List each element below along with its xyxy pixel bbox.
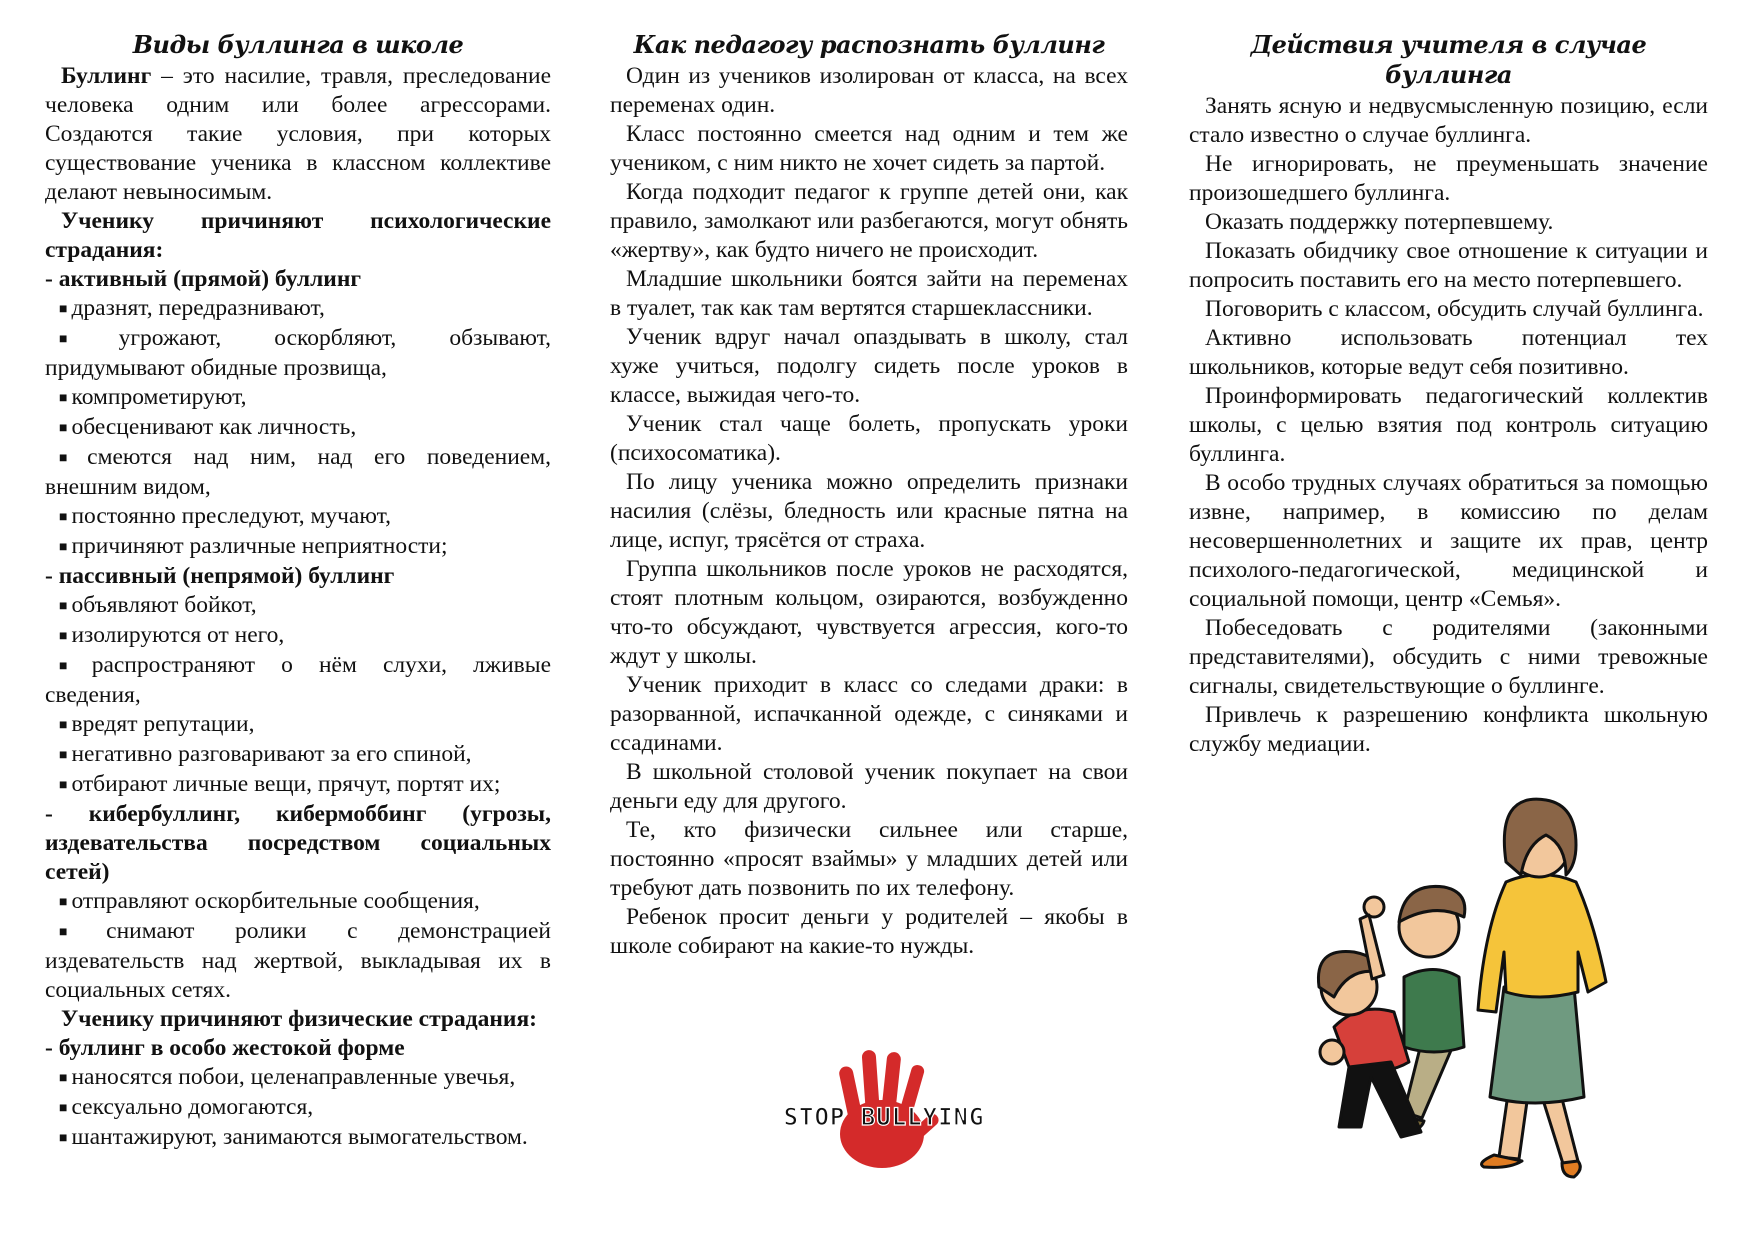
list-item-text: сексуально домогаются, [71, 1094, 314, 1120]
paragraph: В особо трудных случаях обратиться за помощью извне, например, в комиссию по делам несовершеннолетних и защите их прав, центр психолого-педагогической, медицинской и социальной помощи, центр «Семья». [1189, 470, 1708, 612]
list-item-text: распространяют о нём слухи, лживые сведения, [45, 652, 551, 708]
list-item-text: объявляют бойкот, [71, 592, 257, 618]
paragraph: Группа школьников после уроков не расходятся, стоят плотным кольцом, озираются, возбужденно что-то обсуждают, чувствуется агрессия, кого-то ждут у школы. [610, 556, 1128, 669]
column-title: Действия учителя в случае буллинга [1250, 30, 1647, 89]
paragraph: Ученик приходит в класс со следами драки: в разорванной, испачканной одежде, с синяками и ссадинами. [610, 672, 1128, 756]
bullet-icon: ■ [59, 510, 68, 525]
list-item-text: шантажируют, занимаются вымогательством. [71, 1124, 528, 1150]
boy-green-shirt [1399, 886, 1465, 1131]
bullet-icon: ■ [59, 659, 88, 674]
list-item-text: изолируются от него, [71, 622, 285, 648]
list-item-text: смеются над ним, над его поведением, внешним видом, [45, 444, 551, 500]
list-item [45, 770, 551, 800]
list-item-text: негативно разговаривают за его спиной, [71, 741, 472, 767]
active-list [45, 294, 551, 562]
cyber-list [45, 887, 551, 1005]
bullet-icon: ■ [59, 778, 68, 793]
teacher-figure [1478, 799, 1606, 1177]
list-item [45, 413, 551, 443]
list-item-text: снимают ролики с демонстрацией издевательств над жертвой, выкладывая их в социальных сетях. [45, 918, 551, 1003]
paragraph: Привлечь к разрешению конфликта школьную службу медиации. [1189, 702, 1708, 757]
list-item [45, 917, 551, 1005]
bullet-icon: ■ [59, 1071, 68, 1086]
list-item-text: вредят репутации, [71, 711, 255, 737]
paragraph: Один из учеников изолирован от класса, на всех переменах один. [610, 63, 1128, 118]
list-item [45, 502, 551, 532]
bullet-icon: ■ [59, 1101, 68, 1116]
cruel-list [45, 1063, 551, 1153]
paragraph: Ученик вдруг начал опаздывать в школу, стал хуже учиться, подолгу сидеть после уроков в классе, выжидая чего-то. [610, 324, 1128, 408]
list-item [45, 324, 551, 383]
paragraph-list [610, 62, 1128, 961]
list-item-text: угрожают, оскорбляют, обзывают, придумывают обидные прозвища, [45, 325, 551, 381]
bullet-icon: ■ [59, 540, 68, 555]
bullet-icon: ■ [59, 925, 103, 940]
stop-bullying-logo [760, 1046, 1008, 1170]
intro-text: – это насилие, травля, преследование человека одним или более агрессорами. Создаются такие условия, при которых существование ученика в классном коллективе делают невыносимым. [45, 63, 551, 205]
bullet-icon: ■ [59, 599, 68, 614]
paragraph: По лицу ученика можно определить признаки насилия (слёзы, бледность или красные пятна на лице, испуг, трясётся от страха. [610, 469, 1128, 553]
paragraph: Активно использовать потенциал тех школьников, которые ведут себя позитивно. [1189, 325, 1708, 380]
list-item [45, 887, 551, 917]
bullet-icon: ■ [59, 332, 115, 347]
list-item [45, 591, 551, 621]
list-item [45, 294, 551, 324]
bullet-icon: ■ [59, 629, 68, 644]
list-item [45, 710, 551, 740]
list-item [45, 621, 551, 651]
subheading-cruel: - буллинг в особо жестокой форме [45, 1035, 405, 1061]
paragraph: Занять ясную и недвусмысленную позицию, если стало известно о случае буллинга. [1189, 93, 1708, 148]
column-recognize [610, 30, 1128, 961]
paragraph: Показать обидчику свое отношение к ситуации и попросить поставить его на место потерпевшего. [1189, 238, 1708, 293]
bullet-icon: ■ [59, 451, 84, 466]
paragraph: Поговорить с классом, обсудить случай буллинга. [1205, 296, 1704, 322]
list-item-text: отправляют оскорбительные сообщения, [71, 888, 480, 914]
paragraph: Побеседовать с родителями (законными представителями), обсудить с ними тревожные сигналы, свидетельствующие о буллинге. [1189, 615, 1708, 699]
subheading-passive: - пассивный (непрямой) буллинг [45, 563, 395, 589]
list-item [45, 532, 551, 562]
paragraph: Проинформировать педагогический коллектив школы, с целью взятия под контроль ситуацию буллинга. [1189, 383, 1708, 467]
column-title: Виды буллинга в школе [132, 30, 464, 59]
paragraph: Младшие школьники боятся зайти на переменах в туалет, так как там вертятся старшеклассники. [610, 266, 1128, 321]
paragraph: Класс постоянно смеется над одним и тем же учеником, с ним никто не хочет сидеть за партой. [610, 121, 1128, 176]
section-heading: Ученику причиняют физические страдания: [61, 1006, 538, 1032]
list-item [45, 1093, 551, 1123]
paragraph: Ученик стал чаще болеть, пропускать уроки (психосоматика). [610, 411, 1128, 466]
list-item [45, 1063, 551, 1093]
intro-paragraph [45, 62, 551, 207]
bullet-icon: ■ [59, 895, 68, 910]
paragraph: В школьной столовой ученик покупает на свои деньги еду для другого. [610, 759, 1128, 814]
paragraph: Не игнорировать, не преуменьшать значение произошедшего буллинга. [1189, 151, 1708, 206]
list-item [45, 1123, 551, 1153]
list-item-text: наносятся побои, целенаправленные увечья, [71, 1064, 516, 1090]
list-item-text: обесценивают как личность, [71, 414, 357, 440]
paragraph-list [1189, 92, 1708, 759]
list-item [45, 651, 551, 710]
column-teacher-actions [1189, 30, 1708, 759]
paragraph: Когда подходит педагог к группе детей они, как правило, замолкают или разбегаются, могут обнять «жертву», как будто ничего не происходит. [610, 179, 1128, 263]
column-bullying-types [45, 30, 551, 1153]
bullet-icon: ■ [59, 391, 68, 406]
teacher-and-fighting-boys-illustration [1294, 787, 1614, 1179]
bullet-icon: ■ [59, 421, 68, 436]
column-title: Как педагогу распознать буллинг [633, 30, 1105, 59]
bullet-icon: ■ [59, 302, 68, 317]
list-item-text: постоянно преследуют, мучают, [71, 503, 391, 529]
passive-list [45, 591, 551, 800]
paragraph: Оказать поддержку потерпевшему. [1205, 209, 1554, 235]
list-item [45, 740, 551, 770]
list-item [45, 383, 551, 413]
logo-text: STOP BULLYING [783, 1103, 985, 1131]
list-item-text: дразнят, передразнивают, [71, 295, 325, 321]
term: Буллинг [61, 63, 152, 89]
list-item-text: отбирают личные вещи, прячут, портят их; [71, 771, 501, 797]
list-item [45, 443, 551, 502]
subheading-active: - активный (прямой) буллинг [45, 266, 362, 292]
bullet-icon: ■ [59, 1131, 68, 1146]
list-item-text: компрометируют, [71, 384, 247, 410]
list-item-text: причиняют различные неприятности; [71, 533, 448, 559]
paragraph: Те, кто физически сильнее или старше, постоянно «просят взаймы» у младших детей или требуют дать позвонить по их телефону. [610, 817, 1128, 901]
section-heading: Ученику причиняют психологические страдания: [45, 208, 551, 263]
bullet-icon: ■ [59, 748, 68, 763]
subheading-cyber: - кибербуллинг, кибермоббинг (угрозы, издевательства посредством социальных сетей) [45, 801, 551, 885]
paragraph: Ребенок просит деньги у родителей – якобы в школе собирают на какие-то нужды. [610, 904, 1128, 959]
bullet-icon: ■ [59, 718, 68, 733]
